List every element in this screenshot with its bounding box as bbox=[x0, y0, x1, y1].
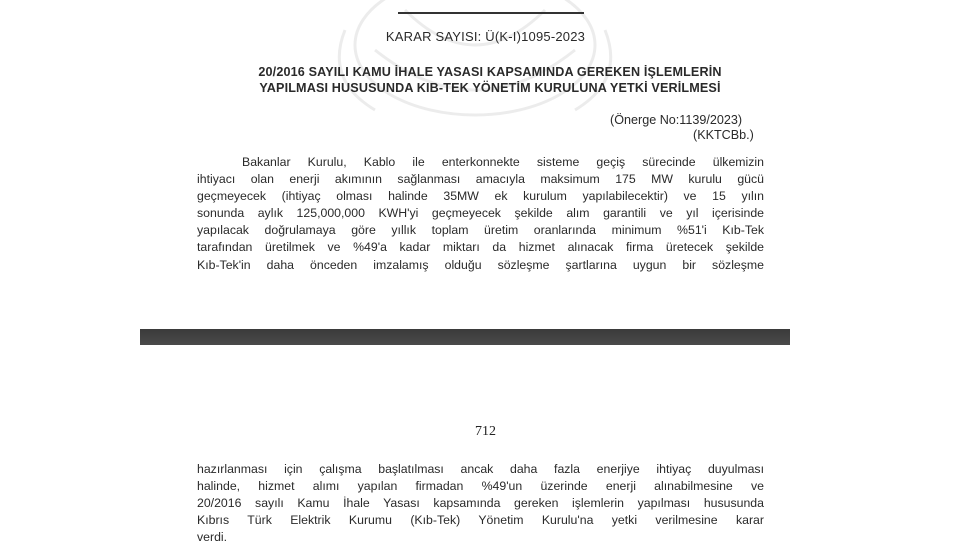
proposal-number: (Önerge No:1139/2023) bbox=[610, 113, 743, 127]
page-break-band bbox=[140, 329, 790, 345]
decision-heading bbox=[180, 64, 800, 96]
top-rule bbox=[398, 12, 584, 14]
paragraph-line: Kıbrıs Türk Elektrik Kurumu (Kıb-Tek) Yönetim Kurulu'na yetki verilmesine karar bbox=[197, 513, 764, 527]
paragraph-line: Bakanlar Kurulu, Kablo ile enterkonnekte sisteme geçiş sürecinde ülkemizin bbox=[242, 155, 764, 169]
page-number: 712 bbox=[475, 424, 496, 439]
state-emblem-watermark bbox=[285, 0, 665, 125]
paragraph-line: yapılacak doğrulamaya göre yıllık toplam üretim oranlarında minimum %51'i Kıb-Tek bbox=[197, 223, 764, 238]
paragraph-line: geçmeyecek (ihtiyaç olması halinde 35MW ek kurulum yapılabilecektir) ve 15 yılın bbox=[197, 189, 764, 204]
paragraph-line: tarafından üretilmek ve %49'a kadar miktarı da hizmet alınacak firma üretecek şekilde bbox=[197, 240, 764, 255]
decision-paragraph-part1 bbox=[197, 154, 764, 274]
heading-line: YAPILMASI HUSUSUNDA KIB-TEK YÖNETİM KURULUNA YETKİ VERİLMESİ bbox=[259, 81, 721, 95]
paragraph-line: 20/2016 sayılı Kamu İhale Yasası kapsamında gereken işlemlerin yapılması hususunda bbox=[197, 496, 764, 510]
proposal-reference bbox=[610, 113, 780, 143]
decision-paragraph-part2 bbox=[197, 461, 764, 546]
decision-number: KARAR SAYISI: Ü(K-I)1095-2023 bbox=[385, 29, 586, 44]
paragraph-line: verdi. bbox=[197, 530, 228, 544]
paragraph-line: Kıb-Tek'in daha önceden imzalamış olduğu sözleşme şartlarına uygun bir sözleşme bbox=[197, 257, 764, 272]
heading-line: 20/2016 SAYILI KAMU İHALE YASASI KAPSAMINDA GEREKEN İŞLEMLERİN bbox=[258, 65, 722, 79]
paragraph-line: halinde, hizmet alımı yapılan firmadan %49'un üzerinde enerji alınabilmesine ve bbox=[197, 479, 764, 493]
paragraph-line: sonunda aylık 125,000,000 KWH'yi geçmeyecek şekilde alım garantili ve yıl içerisinde bbox=[197, 206, 764, 221]
paragraph-line: ihtiyacı olan enerji akımının sağlanması amacıyla maksimum 175 MW kurulu gücü bbox=[197, 172, 764, 187]
proposer: (KKTCBb.) bbox=[693, 128, 754, 142]
paragraph-line: hazırlanması için çalışma başlatılması ancak daha fazla enerjiye ihtiyaç duyulması bbox=[197, 462, 764, 476]
